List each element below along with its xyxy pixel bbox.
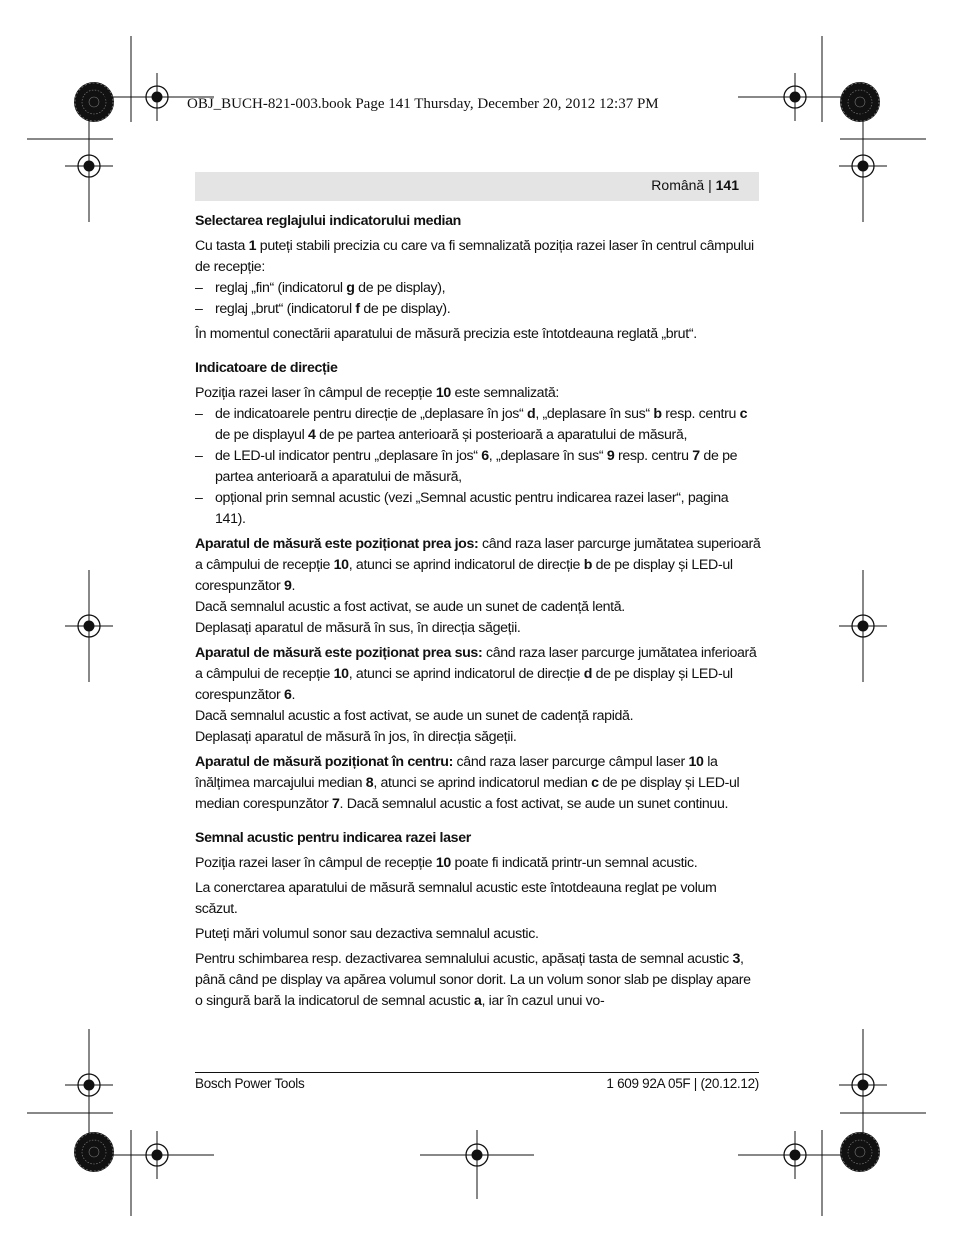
- heading-acoustic: Semnal acustic pentru indicarea razei laser: [195, 830, 471, 846]
- heading-direction: Indicatoare de direcție: [195, 360, 338, 376]
- list-item-display-indicators: – de indicatoarele pentru direcție de „deplasare în jos“ d, „deplasare în sus“ b resp. centru c de pe displayul 4 de pe partea anterioară și posterioară a aparatului de măsură,: [195, 404, 761, 446]
- paragraph-too-low: Aparatul de măsură este poziționat prea jos: când raza laser parcurge jumătatea superioară a câmpului de recepție 10, atunci se aprind indicatorul de direcție b de pe display și LED-ul corespunzător 9.: [195, 536, 761, 594]
- page-body: [195, 211, 761, 1012]
- too-low-sound: Dacă semnalul acustic a fost activat, se aude un sunet de cadență lentă.: [195, 599, 625, 615]
- list-item-coarse: – reglaj „brut“ (indicatorul f de pe display).: [195, 299, 761, 320]
- print-slug: OBJ_BUCH-821-003.book Page 141 Thursday, December 20, 2012 12:37 PM: [187, 96, 659, 112]
- too-high-sound: Dacă semnalul acustic a fost activat, se aude un sunet de cadență rapidă.: [195, 708, 634, 724]
- median-note: În momentul conectării aparatului de măsură precizia este întotdeauna reglată „brut“.: [195, 326, 697, 342]
- heading-median: Selectarea reglajului indicatorului median: [195, 213, 461, 229]
- list-item-fine: – reglaj „fin“ (indicatorul g de pe display),: [195, 278, 761, 299]
- page-header: [651, 177, 739, 193]
- too-high-action: Deplasați aparatul de măsură în jos, în direcția săgeții.: [195, 729, 517, 745]
- acoustic-p2: La conerctarea aparatului de măsură semnalul acustic este întotdeauna reglat pe volum scăzut.: [195, 880, 717, 917]
- acoustic-p4: Pentru schimbarea resp. dezactivarea semnalului acustic, apăsați tasta de semnal acustic 3, până când pe display va apărea volumul sonor dorit. La un volum sonor slab pe display apare o singură bară la indicatorul de semnal acustic a, iar în cazul unui vo-: [195, 951, 751, 1009]
- list-item-led-indicators: – de LED-ul indicator pentru „deplasare în jos“ 6, „deplasare în sus“ 9 resp. centru 7 de pe partea anterioară a aparatului de măsură,: [195, 446, 761, 488]
- header-language: Română: [651, 177, 705, 193]
- header-separator: |: [708, 177, 712, 193]
- page-header-bar: [195, 172, 759, 201]
- too-low-action: Deplasați aparatul de măsură în sus, în direcția săgeții.: [195, 620, 521, 636]
- footer-rule: [195, 1072, 759, 1073]
- footer-doc-id: 1 609 92A 05F | (20.12.12): [606, 1076, 759, 1091]
- direction-intro: Poziția razei laser în câmpul de recepție 10 este semnalizată:: [195, 385, 559, 401]
- footer-brand: Bosch Power Tools: [195, 1076, 305, 1091]
- paragraph-centered: Aparatul de măsură poziționat în centru: când raza laser parcurge câmpul laser 10 la înălțimea marcajului median 8, atunci se aprind indicatorul median c de pe display și LED-ul median corespunzător 7. Dacă semnalul acustic a fost activat, se aude un sunet continuu.: [195, 754, 740, 812]
- header-page-number: 141: [715, 177, 739, 193]
- list-item-acoustic: – opțional prin semnal acustic (vezi „Semnal acustic pentru indicarea razei laser“, pagina 141).: [195, 488, 761, 530]
- acoustic-p1: Poziția razei laser în câmpul de recepție 10 poate fi indicată printr-un semnal acustic.: [195, 855, 698, 871]
- median-intro: Cu tasta 1 puteți stabili precizia cu care va fi semnalizată poziția razei laser în centrul câmpului de recepție:: [195, 238, 754, 275]
- paragraph-too-high: Aparatul de măsură este poziționat prea sus: când raza laser parcurge jumătatea inferioară a câmpului de recepție 10, atunci se aprind indicatorul de direcție d de pe display și LED-ul corespunzător 6.: [195, 645, 757, 703]
- acoustic-p3: Puteți mări volumul sonor sau dezactiva semnalul acustic.: [195, 926, 539, 942]
